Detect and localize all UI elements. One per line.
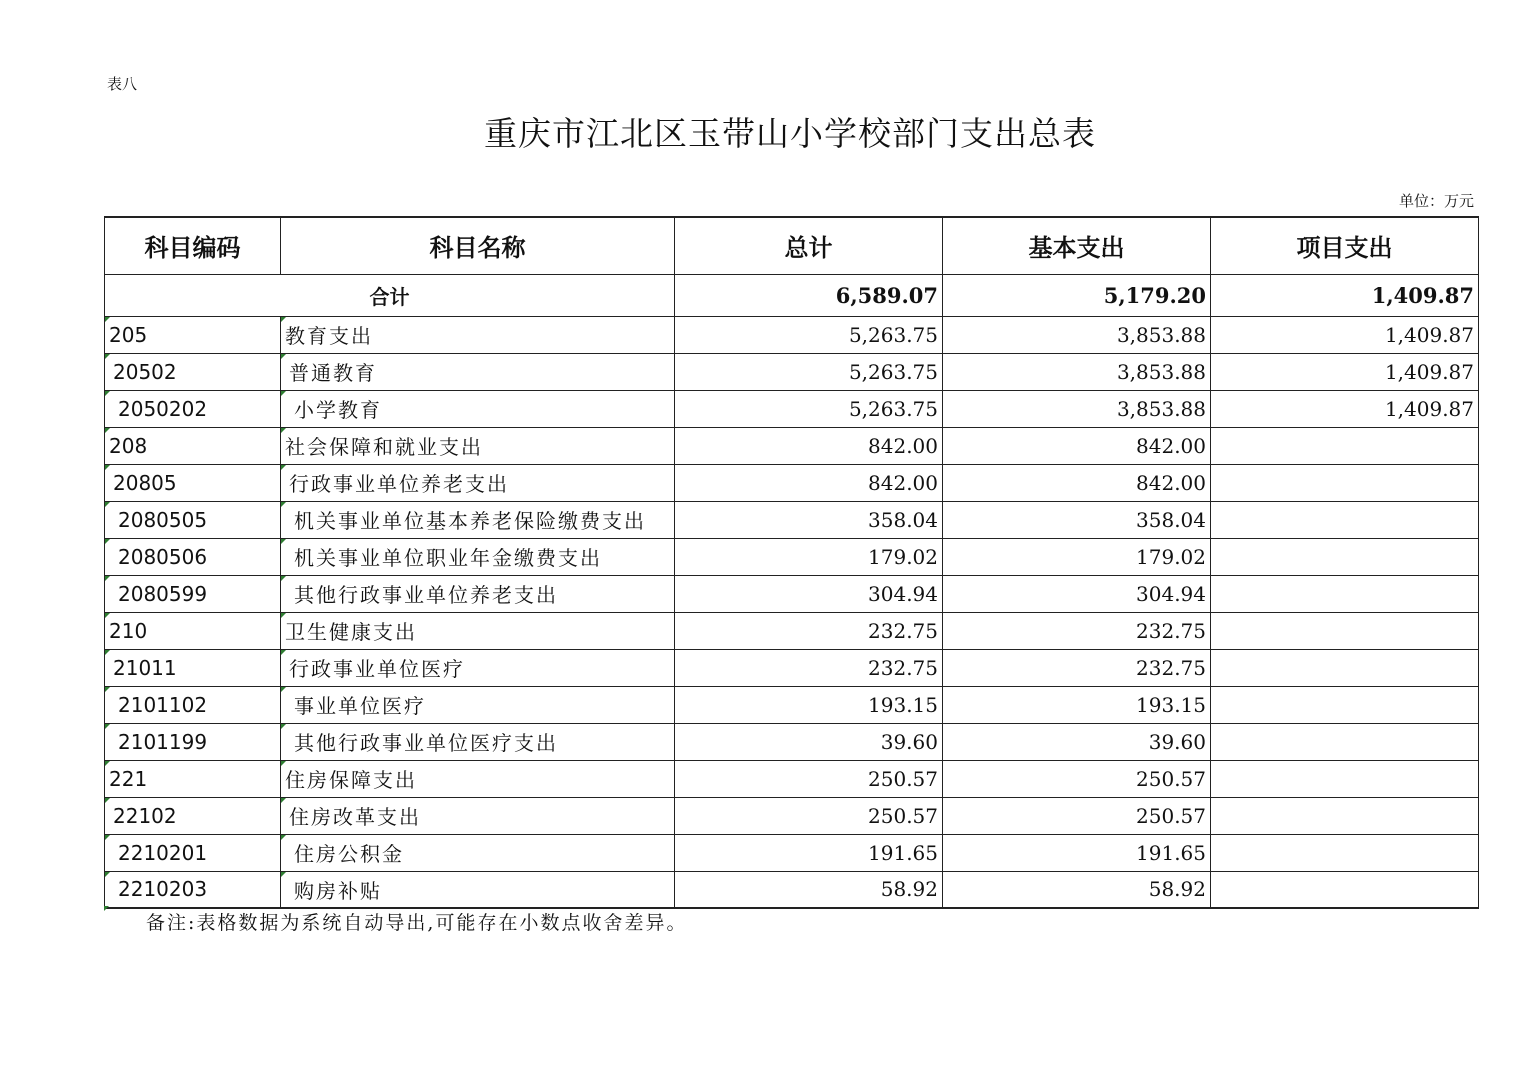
header-project: 项目支出 — [1211, 217, 1479, 274]
row-basic: 191.65 — [943, 834, 1211, 871]
row-total: 179.02 — [675, 538, 943, 575]
row-basic: 58.92 — [943, 871, 1211, 908]
row-code: 2080506 — [105, 538, 281, 575]
page-title: 重庆市江北区玉带山小学校部门支出总表 — [484, 114, 1096, 153]
row-code: 2210203 — [105, 871, 281, 908]
header-name: 科目名称 — [281, 217, 675, 274]
row-total: 5,263.75 — [675, 353, 943, 390]
total-row — [105, 274, 1479, 316]
row-total: 58.92 — [675, 871, 943, 908]
row-basic: 193.15 — [943, 686, 1211, 723]
unit-label: 单位：万元 — [1398, 192, 1474, 210]
row-name: 住房公积金 — [281, 834, 675, 871]
row-project — [1211, 649, 1479, 686]
row-code: 2101102 — [105, 686, 281, 723]
row-basic: 842.00 — [943, 464, 1211, 501]
row-project — [1211, 723, 1479, 760]
row-name: 事业单位医疗 — [281, 686, 675, 723]
row-project — [1211, 427, 1479, 464]
expenditure-table — [104, 216, 1479, 909]
row-basic: 3,853.88 — [943, 353, 1211, 390]
footnote: 备注:表格数据为系统自动导出,可能存在小数点收舍差异。 — [146, 912, 688, 934]
table-row — [105, 797, 1479, 834]
table-row — [105, 871, 1479, 908]
table-row — [105, 723, 1479, 760]
table-row — [105, 538, 1479, 575]
row-basic: 250.57 — [943, 797, 1211, 834]
row-project — [1211, 871, 1479, 908]
row-code: 20805 — [105, 464, 281, 501]
row-name: 住房改革支出 — [281, 797, 675, 834]
table-row — [105, 612, 1479, 649]
row-project: 1,409.87 — [1211, 353, 1479, 390]
row-project: 1,409.87 — [1211, 316, 1479, 353]
row-project — [1211, 612, 1479, 649]
row-total: 191.65 — [675, 834, 943, 871]
total-label: 合计 — [105, 274, 675, 316]
header-basic: 基本支出 — [943, 217, 1211, 274]
row-code: 2080599 — [105, 575, 281, 612]
row-total: 842.00 — [675, 427, 943, 464]
table-row — [105, 649, 1479, 686]
row-code: 2101199 — [105, 723, 281, 760]
row-code: 2080505 — [105, 501, 281, 538]
row-code: 20502 — [105, 353, 281, 390]
total-project: 1,409.87 — [1211, 274, 1479, 316]
row-total: 5,263.75 — [675, 390, 943, 427]
row-name: 社会保障和就业支出 — [281, 427, 675, 464]
row-code: 208 — [105, 427, 281, 464]
row-total: 358.04 — [675, 501, 943, 538]
row-project — [1211, 686, 1479, 723]
table-row — [105, 353, 1479, 390]
row-name: 其他行政事业单位医疗支出 — [281, 723, 675, 760]
row-code: 2050202 — [105, 390, 281, 427]
row-code: 221 — [105, 760, 281, 797]
row-total: 193.15 — [675, 686, 943, 723]
row-total: 5,263.75 — [675, 316, 943, 353]
row-code: 22102 — [105, 797, 281, 834]
row-code: 210 — [105, 612, 281, 649]
row-project — [1211, 575, 1479, 612]
table-row — [105, 686, 1479, 723]
row-name: 卫生健康支出 — [281, 612, 675, 649]
row-basic: 304.94 — [943, 575, 1211, 612]
row-total: 842.00 — [675, 464, 943, 501]
total-total: 6,589.07 — [675, 274, 943, 316]
row-project — [1211, 538, 1479, 575]
row-total: 250.57 — [675, 797, 943, 834]
row-name: 购房补贴 — [281, 871, 675, 908]
row-project — [1211, 760, 1479, 797]
row-code: 2210201 — [105, 834, 281, 871]
row-basic: 3,853.88 — [943, 390, 1211, 427]
row-code: 21011 — [105, 649, 281, 686]
row-name: 机关事业单位职业年金缴费支出 — [281, 538, 675, 575]
row-basic: 232.75 — [943, 649, 1211, 686]
row-basic: 39.60 — [943, 723, 1211, 760]
row-total: 232.75 — [675, 649, 943, 686]
row-basic: 250.57 — [943, 760, 1211, 797]
row-code: 205 — [105, 316, 281, 353]
table-row — [105, 427, 1479, 464]
row-total: 304.94 — [675, 575, 943, 612]
row-project — [1211, 797, 1479, 834]
header-row — [105, 217, 1479, 274]
row-name: 小学教育 — [281, 390, 675, 427]
row-name: 普通教育 — [281, 353, 675, 390]
row-basic: 3,853.88 — [943, 316, 1211, 353]
table-row — [105, 316, 1479, 353]
table-row — [105, 464, 1479, 501]
row-basic: 179.02 — [943, 538, 1211, 575]
row-total: 39.60 — [675, 723, 943, 760]
table-row — [105, 501, 1479, 538]
table-row — [105, 834, 1479, 871]
row-project — [1211, 464, 1479, 501]
table-row — [105, 575, 1479, 612]
note-marker — [104, 906, 109, 911]
row-total: 232.75 — [675, 612, 943, 649]
row-name: 行政事业单位养老支出 — [281, 464, 675, 501]
row-project — [1211, 501, 1479, 538]
row-name: 其他行政事业单位养老支出 — [281, 575, 675, 612]
row-name: 教育支出 — [281, 316, 675, 353]
row-project — [1211, 834, 1479, 871]
row-basic: 232.75 — [943, 612, 1211, 649]
row-total: 250.57 — [675, 760, 943, 797]
table-row — [105, 390, 1479, 427]
row-basic: 358.04 — [943, 501, 1211, 538]
row-name: 机关事业单位基本养老保险缴费支出 — [281, 501, 675, 538]
row-project: 1,409.87 — [1211, 390, 1479, 427]
total-basic: 5,179.20 — [943, 274, 1211, 316]
sheet-label: 表八 — [107, 75, 138, 93]
header-code: 科目编码 — [105, 217, 281, 274]
row-basic: 842.00 — [943, 427, 1211, 464]
header-total: 总计 — [675, 217, 943, 274]
row-name: 住房保障支出 — [281, 760, 675, 797]
row-name: 行政事业单位医疗 — [281, 649, 675, 686]
table-row — [105, 760, 1479, 797]
